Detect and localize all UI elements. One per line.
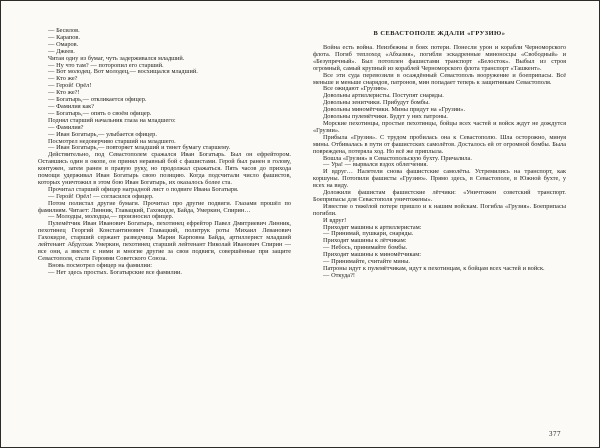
right-column	[313, 28, 566, 417]
paragraph: — Нет здесь простых. Богатырские все фамилии.	[48, 268, 182, 276]
paragraph: — Фамилия?	[48, 123, 84, 131]
paragraph: — Иван Богатырь,— улыбается офицер.	[48, 130, 157, 138]
left-column-text	[38, 28, 291, 277]
paragraph: И вдруг… Налетели снова фашистские самолёты. Устремились на транспорт, как коршуны. Потопили фашисты «Грузию». Прямо здесь, в Севастополе, в Южной бухте, у всех на виду.	[313, 168, 566, 190]
paragraph: Доложили фашистам фашистские лётчики: «Уничтожен советский транспорт. Боеприпасы для Севастополя уничтожены».	[313, 189, 566, 203]
paragraph: — Откуда?!	[323, 271, 355, 279]
paragraph: — Омаров.	[48, 40, 79, 48]
paragraph: Война есть война. Неизбежны в боях потери. Понесли урон и корабли Черноморского флота. Погиб теплоход «Абхазия», погибли эскадренные миноносцы «Свободный» и «Безупречный». Был потоплен фашистами транспорт «Белосток». Выбыл из строя огромный, самый крупный из кораблей Черноморского флота транспорт «Ташкент».	[313, 44, 566, 72]
paragraph: Приходят машины к лётчикам:	[323, 237, 407, 245]
paragraph: — Небось, принимайте бомбы.	[323, 244, 408, 252]
paragraph: — Герой! Орёл! — согласился офицер.	[48, 192, 154, 200]
paragraph: Довольны артиллеристы. Поступят снаряды.	[323, 92, 444, 100]
paragraph: — Кто же?!	[48, 89, 80, 97]
paragraph: Довольны зенитчики. Прибудут бомбы.	[323, 99, 430, 107]
paragraph: И вдруг!	[323, 216, 347, 224]
paragraph: — Богатырь,— опять о своём офицер.	[48, 109, 152, 117]
paragraph: Патроны идут к пулемётчикам, идут к пехотинцам, к бойцам всех частей и войск.	[323, 265, 545, 272]
paragraph: Все эти суда перевозили в осаждённый Севастополь вооружение и боеприпасы. Всё меньше и меньше снарядов, патронов, мин попадает теперь к защитникам Севастополя.	[313, 71, 566, 86]
paragraph: — Герой! Орёл!	[48, 82, 92, 90]
right-column-text	[313, 45, 566, 280]
paragraph: — Фамилия как?	[48, 102, 94, 110]
paragraph: — Принимай, пушкари, снаряды.	[323, 230, 414, 238]
paragraph: Довольны пулемётчики. Будут у них патроны.	[323, 113, 448, 121]
paragraph: Прочитал старший офицер наградной лист о подвиге Ивана Богатыря.	[48, 185, 239, 193]
paragraph: — Иван Богатырь,— повторяет младший и тянет бумагу старшему.	[48, 144, 231, 152]
page-number: 377	[549, 430, 561, 438]
paragraph: Поднял старший начальник глаза на младшего:	[48, 116, 176, 124]
paragraph: Действительно, под Севастополем сражался Иван Богатырь. Был он ефрейтором. Оставшись один в окопе, он принял неравный бой с фашистами. Герой был ранен в голову, контужен, затем ранен в правую руку, но продолжал сражаться. Пять часов до прихода помощи удерживал Иван Богатырь свою позицию. Когда подсчитали число фашистов, которых уничтожил в этом бою Иван Богатырь, их оказалось более ста.	[38, 151, 291, 186]
paragraph: Пулемётчик Иван Иванович Богатырь, пехотинец ефрейтор Павел Дмитриевич Линник, пехотинец Георгий Константинович Главацкий, политрук роты Михаил Леванович Гахокидзе, старший сержант разведчица Мария Карповна Байда, артиллерист младший лейтенант Абдулхак Умеркин, пехотинец старший лейтенант Николай Иванович Спирин — все они, а вместе с ними и многие другие за свои подвиги, совершённые при защите Севастополя, стали Героями Советского Союза.	[38, 220, 291, 262]
paragraph: — Принимайте, считайте мины.	[323, 258, 410, 266]
paragraph: Известие о тяжёлой потере пришло и к нашим войскам. Погибла «Грузия». Боеприпасы погибли.	[313, 202, 566, 217]
paragraph: — Ура! — вырвался вздох облегчения.	[323, 161, 428, 169]
paragraph: Все ожидают «Грузию».	[323, 85, 389, 93]
paragraph: Приходят машины к артиллеристам:	[323, 223, 422, 231]
paragraph: Довольны миномётчики. Мины придут на «Грузии».	[323, 106, 466, 114]
paragraph: Прибыла «Грузия». С трудом пробилась она к Севастополю. Шла осторожно, минуя мины. Отбивалась в пути от фашистских самолётов. Досталось ей от огромной бомбы. Была повреждена, потеряла ход. Но всё же приплыла.	[313, 133, 566, 155]
paragraph: — Вот молодец. Вот молодец,— восхищался младший.	[48, 68, 198, 76]
paragraph: — Джеев.	[48, 47, 75, 55]
text-columns	[38, 28, 566, 417]
left-column	[38, 28, 291, 417]
paragraph: Посмотрел недоверчиво старший на младшего.	[48, 137, 176, 145]
paragraph: Вновь посмотрел офицер на фамилии:	[48, 261, 153, 269]
paragraph: — Кто же?	[48, 75, 78, 83]
paragraph: — Молодцы, молодцы,— произносил офицер.	[48, 213, 174, 221]
paragraph: Потом полистал другие бумаги. Прочитал про другие подвиги. Глазами прошёл по фамилиям. Читает: Линник, Главацкий, Гахокидзе, Байда, Умеркин, Спирин…	[38, 199, 291, 214]
paragraph: Читая одну из бумаг, чуть задерживался младший.	[48, 54, 185, 62]
paragraph: Вошла «Грузия» в Севастопольскую бухту. Причалила.	[323, 154, 472, 162]
paragraph: — Ну что там? — поторопил его старший.	[48, 61, 164, 69]
paragraph: — Богатырь,— откликается офицер.	[48, 96, 147, 104]
paragraph: Приходят машины к миномётчикам:	[323, 251, 422, 259]
paragraph: Морские пехотинцы, простые пехотинцы, бойцы всех частей и войск ждут не дождутся «Грузии».	[313, 119, 566, 134]
paragraph: — Бесилов.	[48, 28, 80, 34]
paragraph: — Карапов.	[48, 33, 80, 41]
story-title: В СЕВАСТОПОЛЕ ЖДАЛИ «ГРУЗИЮ»	[373, 30, 506, 37]
